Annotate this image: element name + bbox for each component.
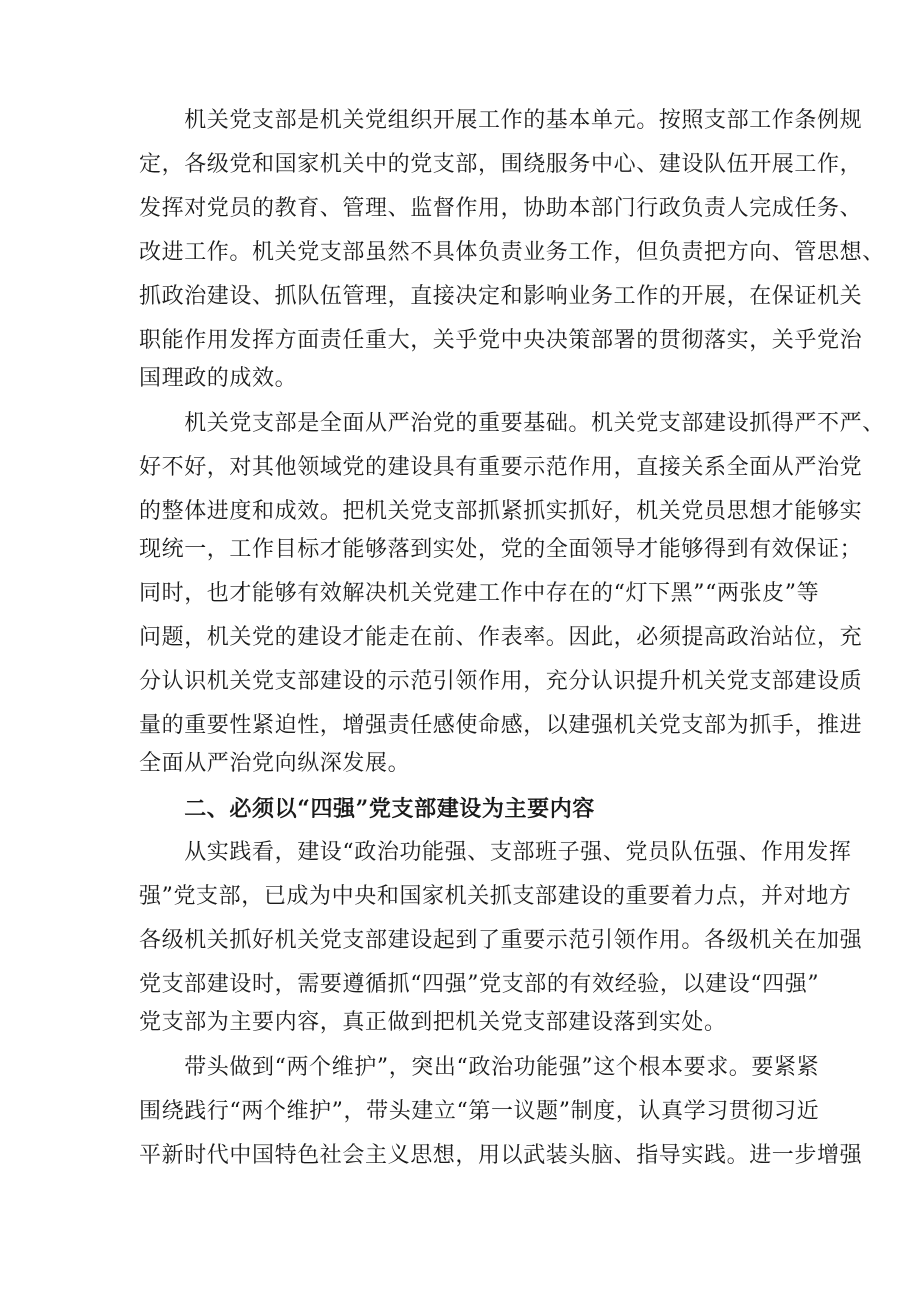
paragraph-1-line: 职能作用发挥方面责任重大，关乎党中央决策部署的贯彻落实，关乎党治 bbox=[139, 328, 863, 353]
paragraph-2-line: 同时，也才能够有效解决机关党建工作中存在的“灯下黑”“两张皮”等 bbox=[139, 581, 820, 606]
paragraph-1-line: 发挥对党员的教育、管理、监督作用，协助本部门行政负责人完成任务、 bbox=[139, 196, 863, 221]
paragraph-1-line: 定，各级党和国家机关中的党支部，围绕服务中心、建设队伍开展工作， bbox=[139, 152, 863, 177]
paragraph-2-line: 问题，机关党的建设才能走在前、作表率。因此，必须提高政治站位，充 bbox=[139, 625, 863, 650]
paragraph-2-line: 现统一，工作目标才能够落到实处，党的全面领导才能够得到有效保证； bbox=[139, 537, 863, 562]
paragraph-3-line: 各级机关抓好机关党支部建设起到了重要示范引领作用。各级机关在加强 bbox=[139, 928, 863, 953]
paragraph-4-line: 带头做到“两个维护”，突出“政治功能强”这个根本要求。要紧紧 bbox=[139, 1055, 820, 1080]
paragraph-1-line: 国理政的成效。 bbox=[139, 366, 298, 391]
paragraph-4-line: 平新时代中国特色社会主义思想，用以武装头脑、指导实践。进一步增强 bbox=[139, 1143, 863, 1168]
paragraph-2-line: 的整体进度和成效。把机关党支部抓紧抓实抓好，机关党员思想才能够实 bbox=[139, 499, 863, 524]
paragraph-2-line: 全面从严治党向纵深发展。 bbox=[139, 751, 411, 776]
paragraph-2-line: 分认识机关党支部建设的示范引领作用，充分认识提升机关党支部建设质 bbox=[139, 669, 863, 694]
paragraph-3-line: 党支部为主要内容，真正做到把机关党支部建设落到实处。 bbox=[139, 1010, 727, 1035]
paragraph-3-line: 党支部建设时，需要遵循抓“四强”党支部的有效经验，以建设“四强” bbox=[139, 972, 820, 997]
paragraph-1-line: 机关党支部是机关党组织开展工作的基本单元。按照支部工作条例规 bbox=[139, 108, 863, 133]
paragraph-3-line: 强”党支部，已成为中央和国家机关抓支部建设的重要着力点，并对地方 bbox=[139, 884, 852, 909]
paragraph-1-line: 抓政治建设、抓队伍管理，直接决定和影响业务工作的开展，在保证机关 bbox=[139, 284, 863, 309]
paragraph-4-line: 围绕践行“两个维护”，带头建立“第一议题”制度，认真学习贯彻习近 bbox=[139, 1099, 820, 1124]
section-heading: 二、必须以“四强”党支部建设为主要内容 bbox=[139, 796, 595, 822]
paragraph-2-line: 好不好，对其他领域党的建设具有重要示范作用，直接关系全面从严治党 bbox=[139, 455, 863, 480]
paragraph-2-line: 机关党支部是全面从严治党的重要基础。机关党支部建设抓得严不严、 bbox=[139, 411, 885, 436]
paragraph-2-line: 量的重要性紧迫性，增强责任感使命感，以建强机关党支部为抓手，推进 bbox=[139, 713, 863, 738]
paragraph-1-line: 改进工作。机关党支部虽然不具体负责业务工作，但负责把方向、管思想、 bbox=[139, 240, 885, 265]
paragraph-3-line: 从实践看，建设“政治功能强、支部班子强、党员队伍强、作用发挥 bbox=[139, 840, 852, 865]
